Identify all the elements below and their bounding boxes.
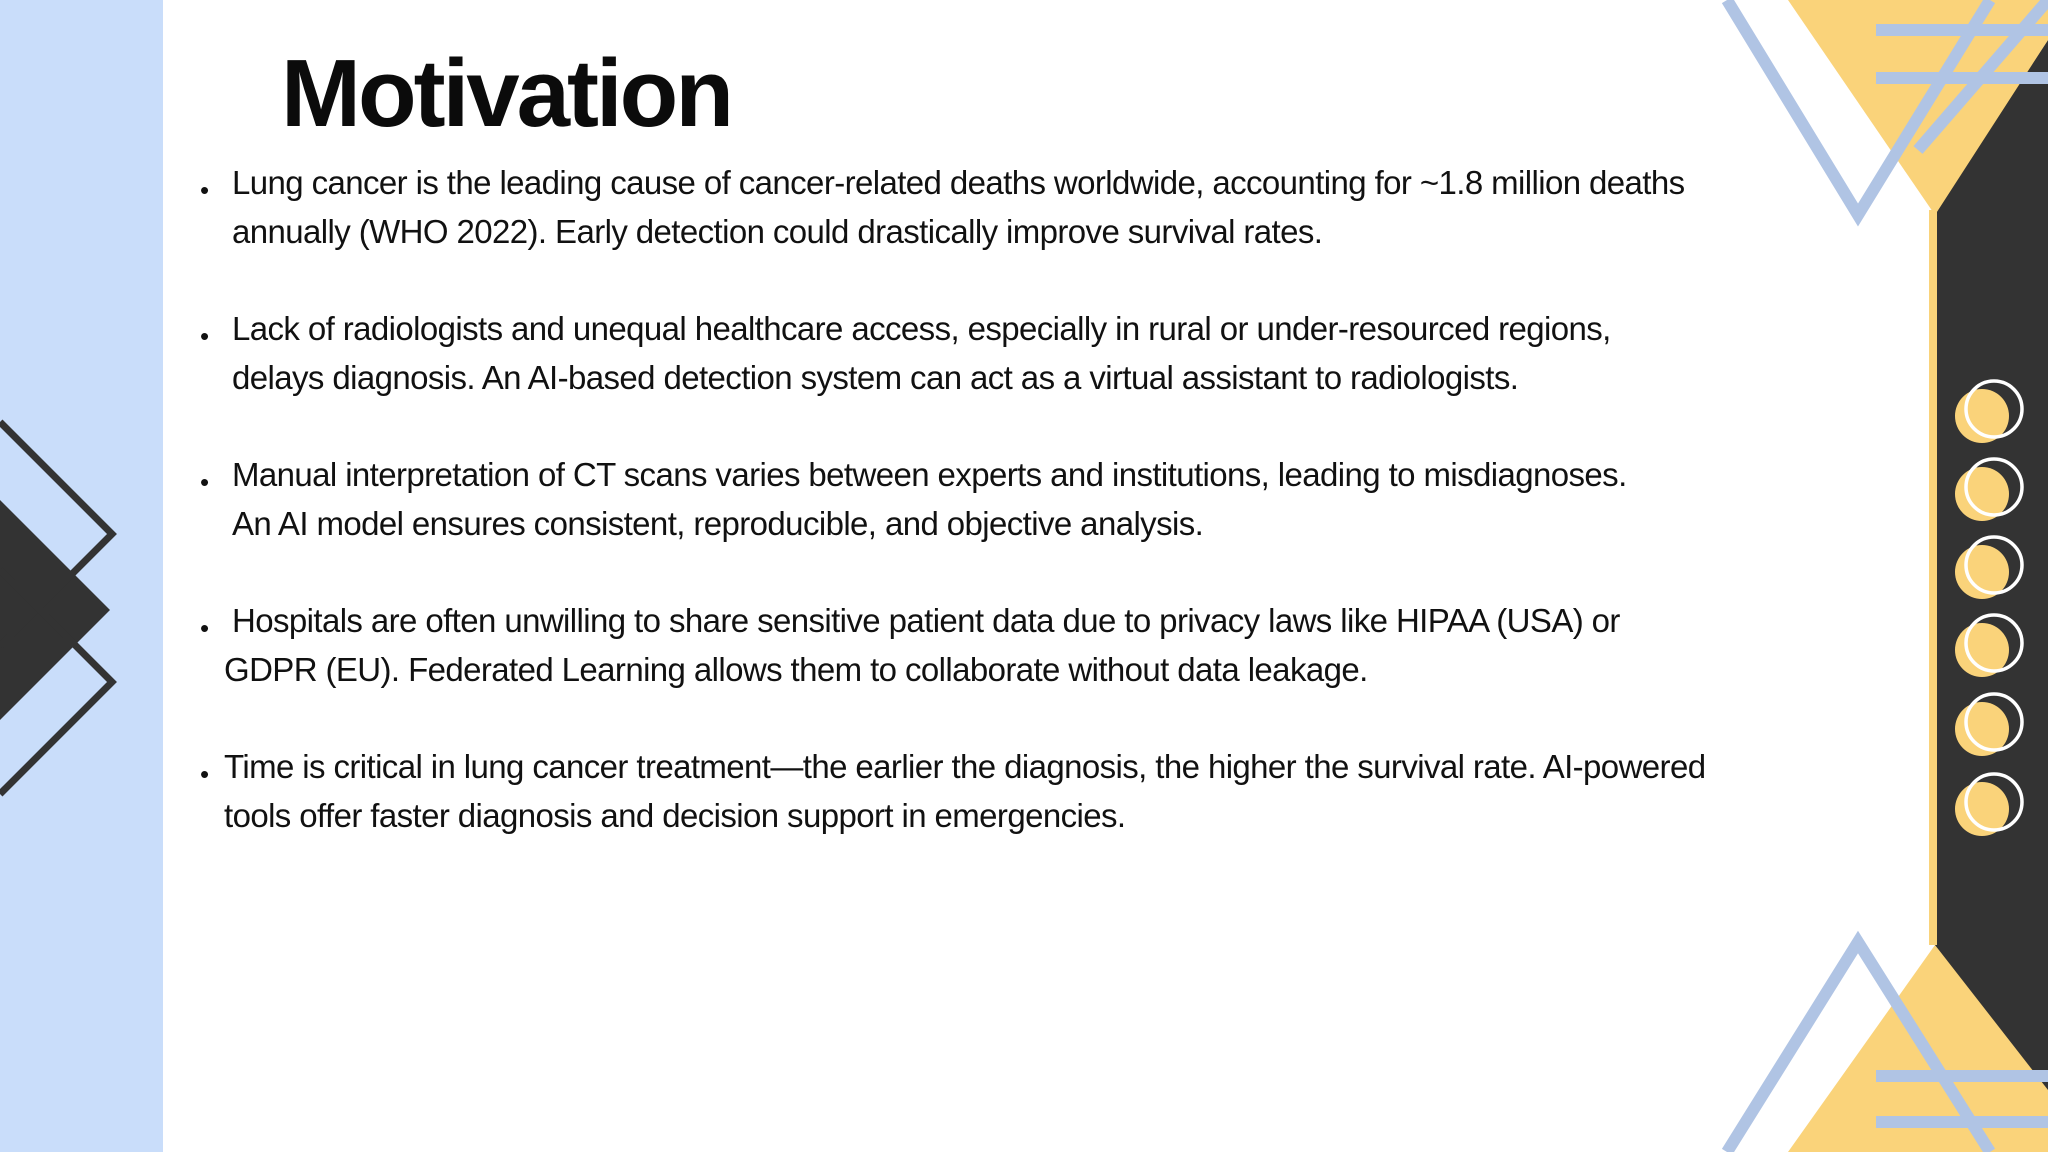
slide-title: Motivation: [281, 40, 731, 147]
bullet-text-line: tools offer faster diagnosis and decision support in emergencies.: [224, 797, 1126, 834]
bullet-text-line: Lung cancer is the leading cause of cancer-related deaths worldwide, accounting for ~1.8 million deaths: [232, 164, 1685, 201]
bullet-text-line: delays diagnosis. An AI-based detection system can act as a virtual assistant to radiologists.: [232, 359, 1519, 396]
bullet-dot: •: [200, 175, 209, 205]
bullet-dot: •: [200, 759, 209, 789]
bullet-text-line: Hospitals are often unwilling to share sensitive patient data due to privacy laws like HIPAA (USA) or: [232, 602, 1620, 639]
bullet-text-line: Lack of radiologists and unequal healthcare access, especially in rural or under-resourced regions,: [232, 310, 1611, 347]
bullet-text-line: An AI model ensures consistent, reproducible, and objective analysis.: [232, 505, 1204, 542]
bullet-text-line: Time is critical in lung cancer treatment—the earlier the diagnosis, the higher the survival rate. AI-powered: [224, 748, 1706, 785]
left-diamond-decoration: [0, 422, 112, 794]
bullet-dot: •: [200, 321, 209, 351]
bullet-dot: •: [200, 613, 209, 643]
bullet-text-line: GDPR (EU). Federated Learning allows them to collaborate without data leakage.: [224, 651, 1368, 688]
bullet-dot: •: [200, 467, 209, 497]
bullet-text-line: annually (WHO 2022). Early detection could drastically improve survival rates.: [232, 213, 1323, 250]
bullet-text-line: Manual interpretation of CT scans varies between experts and institutions, leading to misdiagnoses.: [232, 456, 1627, 493]
